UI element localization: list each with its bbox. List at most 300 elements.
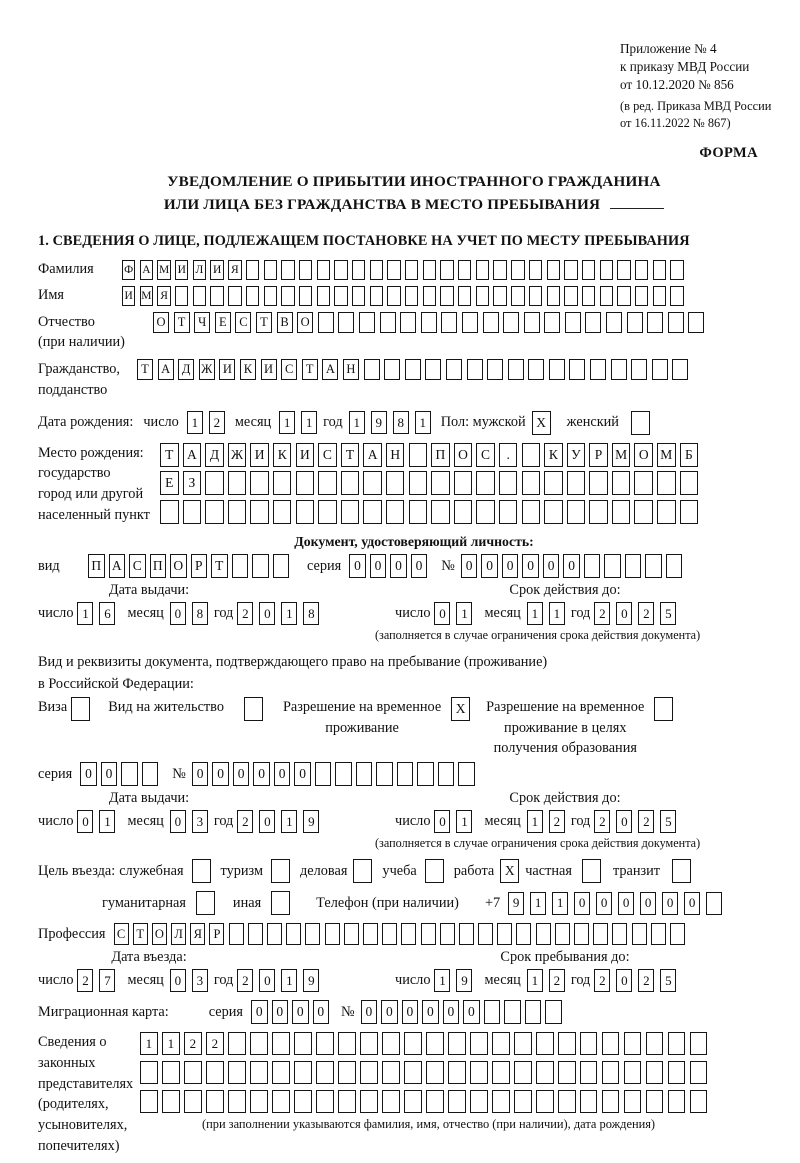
temp-residence-checkbox[interactable]: X xyxy=(451,697,470,721)
char-cell[interactable] xyxy=(645,554,662,578)
char-cell[interactable] xyxy=(252,554,269,578)
stay-until-year-cells[interactable] xyxy=(594,969,682,992)
permit-series-cells[interactable] xyxy=(80,762,162,786)
char-cell[interactable] xyxy=(503,312,519,333)
doc-number-cells[interactable] xyxy=(461,554,687,578)
char-cell[interactable] xyxy=(338,1061,356,1084)
char-cell[interactable] xyxy=(547,260,560,280)
char-cell[interactable] xyxy=(632,923,647,945)
char-cell[interactable] xyxy=(140,1090,158,1113)
char-cell[interactable]: 2 xyxy=(638,810,654,833)
char-cell[interactable]: С xyxy=(114,923,129,945)
char-cell[interactable] xyxy=(267,923,282,945)
char-cell[interactable]: 7 xyxy=(99,969,115,992)
char-cell[interactable] xyxy=(545,1000,562,1024)
char-cell[interactable] xyxy=(272,1090,290,1113)
char-cell[interactable] xyxy=(484,1000,501,1024)
char-cell[interactable]: 0 xyxy=(402,1000,419,1024)
char-cell[interactable]: Р xyxy=(191,554,208,578)
char-cell[interactable] xyxy=(360,1061,378,1084)
char-cell[interactable]: У xyxy=(567,443,586,467)
char-cell[interactable] xyxy=(401,923,416,945)
char-cell[interactable] xyxy=(232,554,249,578)
char-cell[interactable]: 0 xyxy=(422,1000,439,1024)
char-cell[interactable]: Т xyxy=(211,554,228,578)
char-cell[interactable]: 1 xyxy=(279,411,295,434)
char-cell[interactable] xyxy=(316,1032,334,1055)
char-cell[interactable] xyxy=(250,471,269,495)
char-cell[interactable] xyxy=(459,923,474,945)
char-cell[interactable]: 0 xyxy=(192,762,209,786)
char-cell[interactable] xyxy=(657,500,676,524)
char-cell[interactable] xyxy=(690,1032,708,1055)
phone-cells[interactable] xyxy=(508,892,728,915)
char-cell[interactable]: 0 xyxy=(77,810,93,833)
char-cell[interactable]: 0 xyxy=(443,1000,460,1024)
char-cell[interactable]: Б xyxy=(680,443,699,467)
char-cell[interactable] xyxy=(668,1061,686,1084)
char-cell[interactable] xyxy=(341,471,360,495)
char-cell[interactable] xyxy=(653,286,666,306)
char-cell[interactable] xyxy=(569,359,585,380)
char-cell[interactable]: 2 xyxy=(237,810,253,833)
char-cell[interactable] xyxy=(296,471,315,495)
char-cell[interactable] xyxy=(635,286,648,306)
char-cell[interactable]: 2 xyxy=(549,969,565,992)
char-cell[interactable] xyxy=(296,500,315,524)
char-cell[interactable]: 0 xyxy=(463,1000,480,1024)
permit-valid-day-cells[interactable] xyxy=(434,810,478,833)
char-cell[interactable] xyxy=(580,1061,598,1084)
char-cell[interactable] xyxy=(646,1061,664,1084)
char-cell[interactable]: С xyxy=(476,443,495,467)
char-cell[interactable] xyxy=(600,260,613,280)
stay-until-day-cells[interactable] xyxy=(434,969,478,992)
char-cell[interactable] xyxy=(318,500,337,524)
char-cell[interactable] xyxy=(183,500,202,524)
char-cell[interactable]: 0 xyxy=(259,602,275,625)
char-cell[interactable]: Т xyxy=(174,312,190,333)
char-cell[interactable] xyxy=(364,359,380,380)
char-cell[interactable] xyxy=(370,260,383,280)
char-cell[interactable] xyxy=(511,286,524,306)
surname-cells[interactable] xyxy=(122,260,688,280)
permit-issue-month-cells[interactable] xyxy=(170,810,214,833)
char-cell[interactable]: З xyxy=(183,471,202,495)
char-cell[interactable] xyxy=(631,359,647,380)
passport-valid-day-cells[interactable] xyxy=(434,602,478,625)
char-cell[interactable]: О xyxy=(634,443,653,467)
char-cell[interactable] xyxy=(567,471,586,495)
char-cell[interactable] xyxy=(286,923,301,945)
char-cell[interactable]: Д xyxy=(205,443,224,467)
char-cell[interactable] xyxy=(462,312,478,333)
purpose-official-checkbox[interactable] xyxy=(192,859,211,883)
char-cell[interactable] xyxy=(536,1061,554,1084)
char-cell[interactable] xyxy=(423,260,436,280)
char-cell[interactable]: 0 xyxy=(390,554,407,578)
birth-place-line1-cells[interactable] xyxy=(160,443,702,467)
char-cell[interactable] xyxy=(564,286,577,306)
char-cell[interactable] xyxy=(397,762,414,786)
char-cell[interactable] xyxy=(478,923,493,945)
char-cell[interactable]: К xyxy=(544,443,563,467)
char-cell[interactable] xyxy=(210,286,223,306)
char-cell[interactable] xyxy=(426,1061,444,1084)
doc-series-cells[interactable] xyxy=(349,554,431,578)
char-cell[interactable] xyxy=(497,923,512,945)
char-cell[interactable]: С xyxy=(281,359,297,380)
char-cell[interactable] xyxy=(653,260,666,280)
char-cell[interactable] xyxy=(316,1090,334,1113)
char-cell[interactable]: 1 xyxy=(281,810,297,833)
char-cell[interactable] xyxy=(602,1090,620,1113)
char-cell[interactable] xyxy=(690,1061,708,1084)
char-cell[interactable] xyxy=(470,1061,488,1084)
char-cell[interactable]: 2 xyxy=(594,602,610,625)
char-cell[interactable] xyxy=(617,286,630,306)
char-cell[interactable] xyxy=(602,1032,620,1055)
birth-day-cells[interactable] xyxy=(187,411,231,434)
char-cell[interactable]: О xyxy=(297,312,313,333)
char-cell[interactable] xyxy=(476,286,489,306)
char-cell[interactable] xyxy=(228,1090,246,1113)
char-cell[interactable]: 3 xyxy=(192,810,208,833)
char-cell[interactable] xyxy=(229,923,244,945)
char-cell[interactable] xyxy=(409,471,428,495)
char-cell[interactable]: Т xyxy=(341,443,360,467)
char-cell[interactable]: 0 xyxy=(563,554,580,578)
char-cell[interactable] xyxy=(264,260,277,280)
char-cell[interactable] xyxy=(246,260,259,280)
char-cell[interactable] xyxy=(205,471,224,495)
char-cell[interactable] xyxy=(264,286,277,306)
char-cell[interactable]: К xyxy=(240,359,256,380)
char-cell[interactable] xyxy=(334,260,347,280)
char-cell[interactable] xyxy=(384,359,400,380)
char-cell[interactable]: О xyxy=(153,312,169,333)
char-cell[interactable] xyxy=(352,286,365,306)
char-cell[interactable] xyxy=(522,500,541,524)
char-cell[interactable] xyxy=(558,1061,576,1084)
char-cell[interactable]: 0 xyxy=(170,602,186,625)
char-cell[interactable] xyxy=(162,1090,180,1113)
char-cell[interactable]: 0 xyxy=(618,892,634,915)
char-cell[interactable] xyxy=(544,471,563,495)
char-cell[interactable] xyxy=(514,1061,532,1084)
char-cell[interactable] xyxy=(666,554,683,578)
char-cell[interactable] xyxy=(441,312,457,333)
char-cell[interactable] xyxy=(387,286,400,306)
char-cell[interactable]: 2 xyxy=(594,969,610,992)
char-cell[interactable]: С xyxy=(318,443,337,467)
char-cell[interactable]: 1 xyxy=(187,411,203,434)
char-cell[interactable]: 0 xyxy=(574,892,590,915)
char-cell[interactable] xyxy=(404,1061,422,1084)
purpose-private-checkbox[interactable] xyxy=(582,859,601,883)
char-cell[interactable]: 0 xyxy=(434,810,450,833)
char-cell[interactable]: Ф xyxy=(122,260,135,280)
char-cell[interactable]: 9 xyxy=(303,969,319,992)
char-cell[interactable]: П xyxy=(150,554,167,578)
char-cell[interactable]: 8 xyxy=(192,602,208,625)
representatives-line3-cells[interactable] xyxy=(140,1090,712,1113)
char-cell[interactable]: И xyxy=(122,286,135,306)
char-cell[interactable]: 0 xyxy=(101,762,118,786)
char-cell[interactable]: 1 xyxy=(77,602,93,625)
permit-valid-month-cells[interactable] xyxy=(527,810,571,833)
char-cell[interactable]: 0 xyxy=(370,554,387,578)
char-cell[interactable]: Н xyxy=(343,359,359,380)
char-cell[interactable]: 0 xyxy=(170,969,186,992)
char-cell[interactable] xyxy=(522,443,541,467)
char-cell[interactable] xyxy=(646,1032,664,1055)
char-cell[interactable]: В xyxy=(277,312,293,333)
char-cell[interactable] xyxy=(612,500,631,524)
char-cell[interactable] xyxy=(325,923,340,945)
purpose-transit-checkbox[interactable] xyxy=(672,859,691,883)
char-cell[interactable] xyxy=(522,471,541,495)
char-cell[interactable]: Ж xyxy=(228,443,247,467)
char-cell[interactable]: 1 xyxy=(99,810,115,833)
char-cell[interactable] xyxy=(470,1090,488,1113)
birth-year-cells[interactable] xyxy=(349,411,437,434)
char-cell[interactable]: Е xyxy=(160,471,179,495)
char-cell[interactable]: 5 xyxy=(660,969,676,992)
char-cell[interactable] xyxy=(206,1090,224,1113)
char-cell[interactable] xyxy=(281,260,294,280)
temp-residence-edu-option[interactable] xyxy=(486,697,673,758)
char-cell[interactable]: 8 xyxy=(393,411,409,434)
char-cell[interactable] xyxy=(317,260,330,280)
char-cell[interactable] xyxy=(380,312,396,333)
char-cell[interactable] xyxy=(624,1061,642,1084)
passport-issue-day-cells[interactable] xyxy=(77,602,121,625)
char-cell[interactable] xyxy=(492,1032,510,1055)
char-cell[interactable]: 9 xyxy=(303,810,319,833)
char-cell[interactable]: 0 xyxy=(349,554,366,578)
char-cell[interactable]: 2 xyxy=(77,969,93,992)
char-cell[interactable] xyxy=(624,1090,642,1113)
residence-permit-checkbox[interactable] xyxy=(244,697,263,721)
char-cell[interactable] xyxy=(536,1090,554,1113)
char-cell[interactable]: 2 xyxy=(237,602,253,625)
char-cell[interactable] xyxy=(680,471,699,495)
char-cell[interactable] xyxy=(316,1061,334,1084)
char-cell[interactable] xyxy=(417,762,434,786)
char-cell[interactable]: И xyxy=(296,443,315,467)
char-cell[interactable] xyxy=(250,500,269,524)
char-cell[interactable]: 1 xyxy=(552,892,568,915)
profession-cells[interactable] xyxy=(114,923,690,945)
char-cell[interactable] xyxy=(476,471,495,495)
char-cell[interactable] xyxy=(467,359,483,380)
char-cell[interactable] xyxy=(487,359,503,380)
char-cell[interactable] xyxy=(574,923,589,945)
char-cell[interactable] xyxy=(585,312,601,333)
char-cell[interactable] xyxy=(246,286,259,306)
char-cell[interactable] xyxy=(589,500,608,524)
char-cell[interactable]: 1 xyxy=(162,1032,180,1055)
char-cell[interactable]: 1 xyxy=(140,1032,158,1055)
char-cell[interactable] xyxy=(612,471,631,495)
char-cell[interactable] xyxy=(627,312,643,333)
char-cell[interactable] xyxy=(431,500,450,524)
char-cell[interactable]: 1 xyxy=(456,810,472,833)
char-cell[interactable]: Т xyxy=(256,312,272,333)
char-cell[interactable]: А xyxy=(158,359,174,380)
char-cell[interactable] xyxy=(567,500,586,524)
char-cell[interactable] xyxy=(250,1090,268,1113)
char-cell[interactable] xyxy=(511,260,524,280)
char-cell[interactable]: 0 xyxy=(259,969,275,992)
char-cell[interactable] xyxy=(382,1061,400,1084)
char-cell[interactable] xyxy=(421,312,437,333)
char-cell[interactable] xyxy=(382,1090,400,1113)
char-cell[interactable]: К xyxy=(273,443,292,467)
char-cell[interactable]: 0 xyxy=(272,1000,289,1024)
char-cell[interactable] xyxy=(273,554,290,578)
char-cell[interactable] xyxy=(670,260,683,280)
char-cell[interactable] xyxy=(294,1090,312,1113)
char-cell[interactable] xyxy=(431,471,450,495)
char-cell[interactable]: Я xyxy=(228,260,241,280)
char-cell[interactable]: 0 xyxy=(640,892,656,915)
char-cell[interactable] xyxy=(409,443,428,467)
char-cell[interactable]: 2 xyxy=(206,1032,224,1055)
residence-permit-option[interactable] xyxy=(108,697,263,721)
visa-checkbox[interactable] xyxy=(71,697,90,721)
char-cell[interactable]: Т xyxy=(160,443,179,467)
char-cell[interactable] xyxy=(602,1061,620,1084)
char-cell[interactable] xyxy=(305,923,320,945)
birth-place-line3-cells[interactable] xyxy=(160,500,702,524)
char-cell[interactable]: 2 xyxy=(237,969,253,992)
char-cell[interactable] xyxy=(405,260,418,280)
char-cell[interactable] xyxy=(508,359,524,380)
char-cell[interactable]: 0 xyxy=(294,762,311,786)
char-cell[interactable]: Е xyxy=(215,312,231,333)
char-cell[interactable]: Л xyxy=(193,260,206,280)
char-cell[interactable] xyxy=(438,762,455,786)
char-cell[interactable] xyxy=(386,500,405,524)
char-cell[interactable] xyxy=(604,554,621,578)
char-cell[interactable]: 0 xyxy=(253,762,270,786)
char-cell[interactable]: 6 xyxy=(99,602,115,625)
char-cell[interactable]: Л xyxy=(171,923,186,945)
char-cell[interactable] xyxy=(205,500,224,524)
char-cell[interactable] xyxy=(668,1090,686,1113)
char-cell[interactable]: 0 xyxy=(522,554,539,578)
migration-number-cells[interactable] xyxy=(361,1000,566,1024)
char-cell[interactable]: 0 xyxy=(259,810,275,833)
char-cell[interactable] xyxy=(590,359,606,380)
char-cell[interactable]: И xyxy=(261,359,277,380)
char-cell[interactable] xyxy=(558,1090,576,1113)
char-cell[interactable] xyxy=(565,312,581,333)
char-cell[interactable] xyxy=(281,286,294,306)
char-cell[interactable]: 1 xyxy=(549,602,565,625)
char-cell[interactable] xyxy=(670,286,683,306)
char-cell[interactable] xyxy=(635,260,648,280)
char-cell[interactable] xyxy=(547,286,560,306)
char-cell[interactable]: 0 xyxy=(502,554,519,578)
char-cell[interactable]: 5 xyxy=(660,810,676,833)
char-cell[interactable]: 0 xyxy=(596,892,612,915)
char-cell[interactable]: 2 xyxy=(638,602,654,625)
char-cell[interactable] xyxy=(514,1090,532,1113)
char-cell[interactable]: О xyxy=(170,554,187,578)
char-cell[interactable] xyxy=(524,312,540,333)
char-cell[interactable]: 0 xyxy=(80,762,97,786)
char-cell[interactable] xyxy=(142,762,159,786)
char-cell[interactable] xyxy=(363,923,378,945)
char-cell[interactable]: 0 xyxy=(616,810,632,833)
char-cell[interactable] xyxy=(499,500,518,524)
char-cell[interactable]: 2 xyxy=(549,810,565,833)
char-cell[interactable]: . xyxy=(499,443,518,467)
entry-year-cells[interactable] xyxy=(237,969,325,992)
char-cell[interactable]: 0 xyxy=(170,810,186,833)
char-cell[interactable] xyxy=(470,1032,488,1055)
char-cell[interactable]: 1 xyxy=(527,810,543,833)
char-cell[interactable] xyxy=(184,1090,202,1113)
char-cell[interactable] xyxy=(370,286,383,306)
char-cell[interactable] xyxy=(589,471,608,495)
permit-issue-year-cells[interactable] xyxy=(237,810,325,833)
char-cell[interactable] xyxy=(600,286,613,306)
char-cell[interactable] xyxy=(584,554,601,578)
char-cell[interactable] xyxy=(652,359,668,380)
char-cell[interactable] xyxy=(318,312,334,333)
char-cell[interactable] xyxy=(476,500,495,524)
char-cell[interactable]: 0 xyxy=(361,1000,378,1024)
char-cell[interactable]: 1 xyxy=(527,602,543,625)
char-cell[interactable]: 1 xyxy=(415,411,431,434)
purpose-study-checkbox[interactable] xyxy=(425,859,444,883)
char-cell[interactable] xyxy=(338,1032,356,1055)
char-cell[interactable]: А xyxy=(183,443,202,467)
char-cell[interactable] xyxy=(409,500,428,524)
patronymic-cells[interactable] xyxy=(153,312,709,333)
char-cell[interactable] xyxy=(228,1032,246,1055)
char-cell[interactable]: 0 xyxy=(292,1000,309,1024)
char-cell[interactable] xyxy=(458,286,471,306)
char-cell[interactable] xyxy=(356,762,373,786)
char-cell[interactable]: 0 xyxy=(212,762,229,786)
char-cell[interactable] xyxy=(341,500,360,524)
entry-day-cells[interactable] xyxy=(77,969,121,992)
char-cell[interactable] xyxy=(580,1090,598,1113)
char-cell[interactable]: 2 xyxy=(594,810,610,833)
char-cell[interactable] xyxy=(672,359,688,380)
representatives-line1-cells[interactable] xyxy=(140,1032,712,1055)
char-cell[interactable] xyxy=(611,359,627,380)
char-cell[interactable] xyxy=(359,312,375,333)
char-cell[interactable]: 9 xyxy=(508,892,524,915)
char-cell[interactable]: И xyxy=(210,260,223,280)
representatives-line2-cells[interactable] xyxy=(140,1061,712,1084)
permit-number-cells[interactable] xyxy=(192,762,479,786)
char-cell[interactable] xyxy=(440,923,455,945)
char-cell[interactable] xyxy=(448,1061,466,1084)
char-cell[interactable] xyxy=(317,286,330,306)
char-cell[interactable]: 2 xyxy=(638,969,654,992)
char-cell[interactable] xyxy=(454,471,473,495)
char-cell[interactable]: 0 xyxy=(313,1000,330,1024)
char-cell[interactable] xyxy=(335,762,352,786)
char-cell[interactable]: 1 xyxy=(530,892,546,915)
